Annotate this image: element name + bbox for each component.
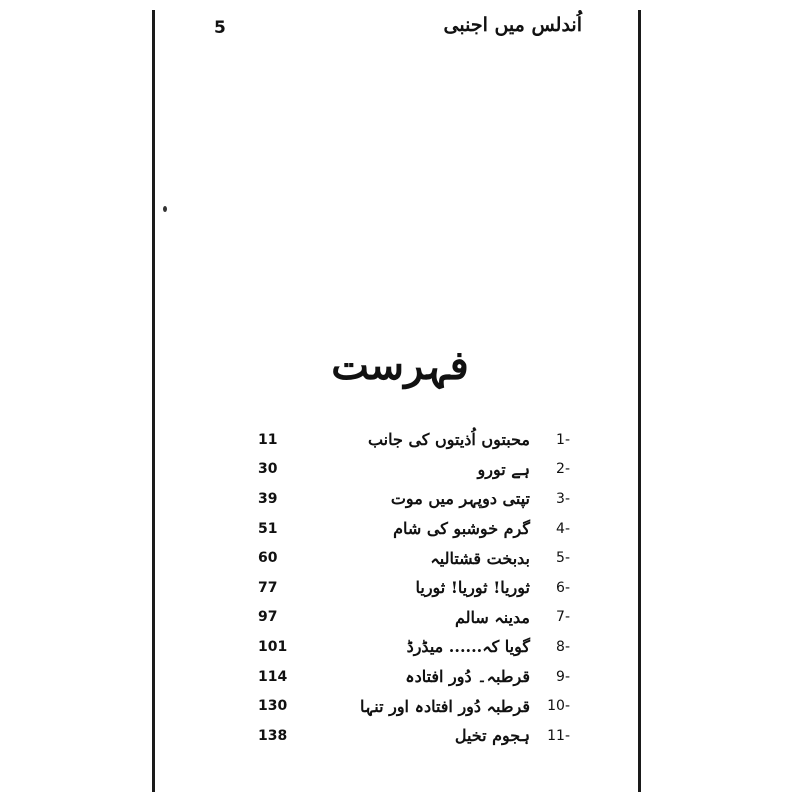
- toc-entry-title: ثوریا! ثوریا! ثوریا: [415, 578, 530, 598]
- page-border-left: [152, 10, 155, 792]
- toc-entry: [240, 573, 570, 603]
- toc-entry-title: گویا کہ...... میڈرڈ: [406, 637, 530, 657]
- toc-entry-page: 39: [258, 490, 278, 507]
- toc-entry: [240, 662, 570, 692]
- toc-entry-number: 1-: [556, 431, 570, 448]
- toc-entry: [240, 691, 570, 721]
- toc-entry-number: 9-: [556, 668, 570, 685]
- page-number: 5: [214, 18, 226, 38]
- running-title: اُندلس میں اجنبی: [443, 14, 582, 36]
- toc-list: [240, 425, 570, 751]
- toc-entry: [240, 514, 570, 544]
- toc-entry-number: 2-: [556, 461, 570, 478]
- toc-entry: [240, 543, 570, 573]
- toc-entry-page: 60: [258, 550, 278, 567]
- toc-entry: [240, 484, 570, 514]
- toc-entry-title: تپتی دوپہر میں موت: [390, 489, 530, 509]
- toc-entry-page: 114: [258, 668, 288, 685]
- toc-entry: [240, 632, 570, 662]
- toc-entry-title: قرطبہ دُور افتادہ اور تنہا: [360, 696, 530, 716]
- toc-entry: [240, 425, 570, 455]
- toc-entry-number: 10-: [547, 698, 570, 715]
- toc-entry: [240, 603, 570, 633]
- toc-entry-number: 8-: [556, 638, 570, 655]
- toc-entry-title: گرم خوشبو کی شام: [393, 519, 530, 539]
- toc-entry: [240, 721, 570, 751]
- toc-entry-number: 4-: [556, 520, 570, 537]
- page-border-right: [638, 10, 641, 792]
- toc-entry-page: 138: [258, 727, 288, 744]
- toc-entry-title: مدینہ سالم: [455, 607, 530, 627]
- toc-entry: [240, 455, 570, 485]
- toc-entry-number: 5-: [556, 550, 570, 567]
- toc-entry-page: 130: [258, 698, 288, 715]
- toc-entry-page: 97: [258, 609, 278, 626]
- toc-entry-title: محبتوں اُذیتوں کی جانب: [367, 430, 530, 450]
- toc-heading: فہرست: [331, 342, 469, 389]
- toc-entry-number: 6-: [556, 579, 570, 596]
- toc-entry-page: 11: [258, 431, 278, 448]
- toc-entry-title: قرطبہ۔ دُور افتادہ: [405, 667, 530, 687]
- toc-entry-title: بدبخت قشتالیہ: [430, 548, 530, 568]
- toc-entry-page: 30: [258, 461, 278, 478]
- toc-entry-title: ہجوم تخیل: [454, 726, 530, 746]
- toc-entry-number: 3-: [556, 490, 570, 507]
- toc-entry-page: 51: [258, 520, 278, 537]
- toc-entry-page: 101: [258, 638, 288, 655]
- toc-entry-title: ہے تورو: [477, 459, 530, 479]
- toc-entry-number: 11-: [547, 727, 570, 744]
- toc-entry-number: 7-: [556, 609, 570, 626]
- toc-entry-page: 77: [258, 579, 278, 596]
- ink-speck: [163, 206, 167, 212]
